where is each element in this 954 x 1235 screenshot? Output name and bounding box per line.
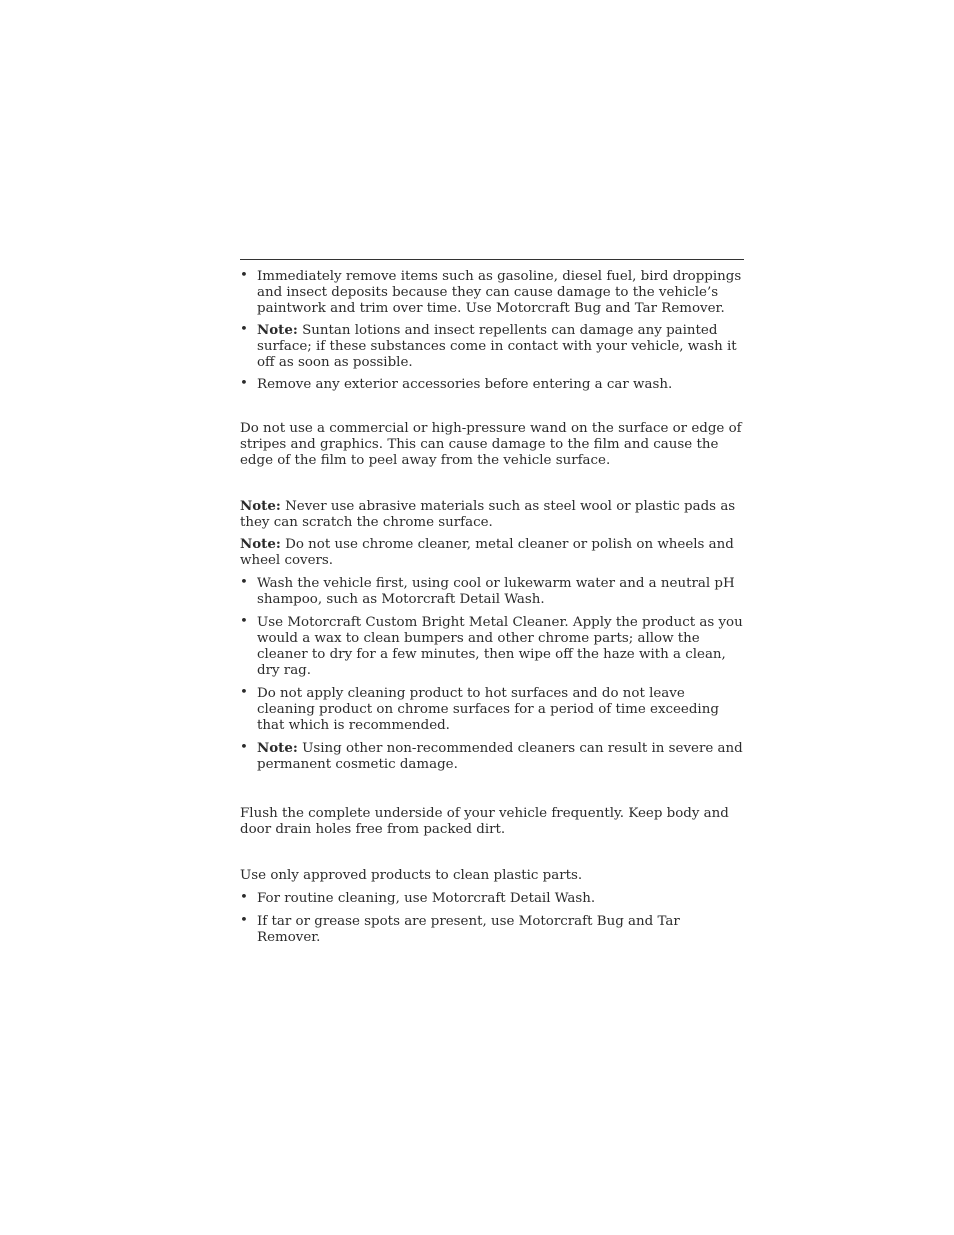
list-item [240, 614, 744, 679]
chrome-care-list [240, 575, 744, 773]
list-item [240, 376, 744, 393]
bullet: • [240, 322, 248, 337]
bullet: • [240, 890, 248, 905]
note-label: Note: [240, 498, 281, 514]
bullet: • [240, 376, 248, 391]
list-item-text: Remove any exterior accessories before entering a car wash. [257, 377, 673, 392]
note-text: Never use abrasive materials such as steel wool or plastic pads as they can scratch the chrome surface. [240, 499, 736, 530]
bullet: • [240, 685, 248, 700]
exterior-care-list [240, 268, 744, 393]
chrome-note [240, 536, 744, 569]
list-item [240, 575, 744, 608]
list-item-text: If tar or grease spots are present, use Motorcraft Bug and Tar Remover. [257, 914, 680, 945]
bullet: • [240, 614, 248, 629]
list-item-text: Wash the vehicle first, using cool or lukewarm water and a neutral pH shampoo, such as Motorcraft Detail Wash. [257, 576, 735, 607]
note-label: Note: [240, 536, 281, 552]
list-item-text: For routine cleaning, use Motorcraft Detail Wash. [257, 891, 596, 906]
list-item [240, 913, 744, 946]
bullet: • [240, 575, 248, 590]
list-item-text: Suntan lotions and insect repellents can damage any painted surface; if these substances come in contact with your vehicle, wash it off as soon as possible. [257, 323, 737, 370]
section-divider [240, 259, 744, 260]
list-item-text: Immediately remove items such as gasoline, diesel fuel, bird droppings and insect deposits because they can cause damage to the vehicle’s paintwork and trim over time. Use Motorcraft Bug and Tar Remover. [257, 269, 742, 316]
list-item [240, 685, 744, 734]
plastic-paragraph: Use only approved products to clean plastic parts. [240, 868, 583, 883]
underbody-paragraph: Flush the complete underside of your vehicle frequently. Keep body and door drain holes free from packed dirt. [240, 806, 729, 837]
list-item [240, 268, 744, 317]
stripes-paragraph: Do not use a commercial or high-pressure wand on the surface or edge of stripes and graphics. This can cause damage to the film and cause the edge of the film to peel away from the vehicle surface. [240, 421, 742, 468]
note-label: Note: [257, 322, 298, 338]
plastic-care-list [240, 890, 744, 946]
bullet: • [240, 740, 248, 755]
note-text: Do not use chrome cleaner, metal cleaner or polish on wheels and wheel covers. [240, 537, 734, 568]
note-label: Note: [257, 740, 298, 756]
page-content [240, 268, 744, 951]
list-item [240, 322, 744, 371]
bullet: • [240, 913, 248, 928]
chrome-note [240, 498, 744, 531]
list-item-text: Use Motorcraft Custom Bright Metal Cleaner. Apply the product as you would a wax to clean bumpers and other chrome parts; allow the cleaner to dry for a few minutes, then wipe off the haze with a clean, dry rag. [257, 615, 743, 678]
list-item [240, 740, 744, 773]
bullet: • [240, 268, 248, 283]
list-item-text: Using other non-recommended cleaners can result in severe and permanent cosmetic damage. [257, 741, 743, 772]
list-item-text: Do not apply cleaning product to hot surfaces and do not leave cleaning product on chrome surfaces for a period of time exceeding that which is recommended. [257, 686, 719, 733]
list-item [240, 890, 744, 907]
